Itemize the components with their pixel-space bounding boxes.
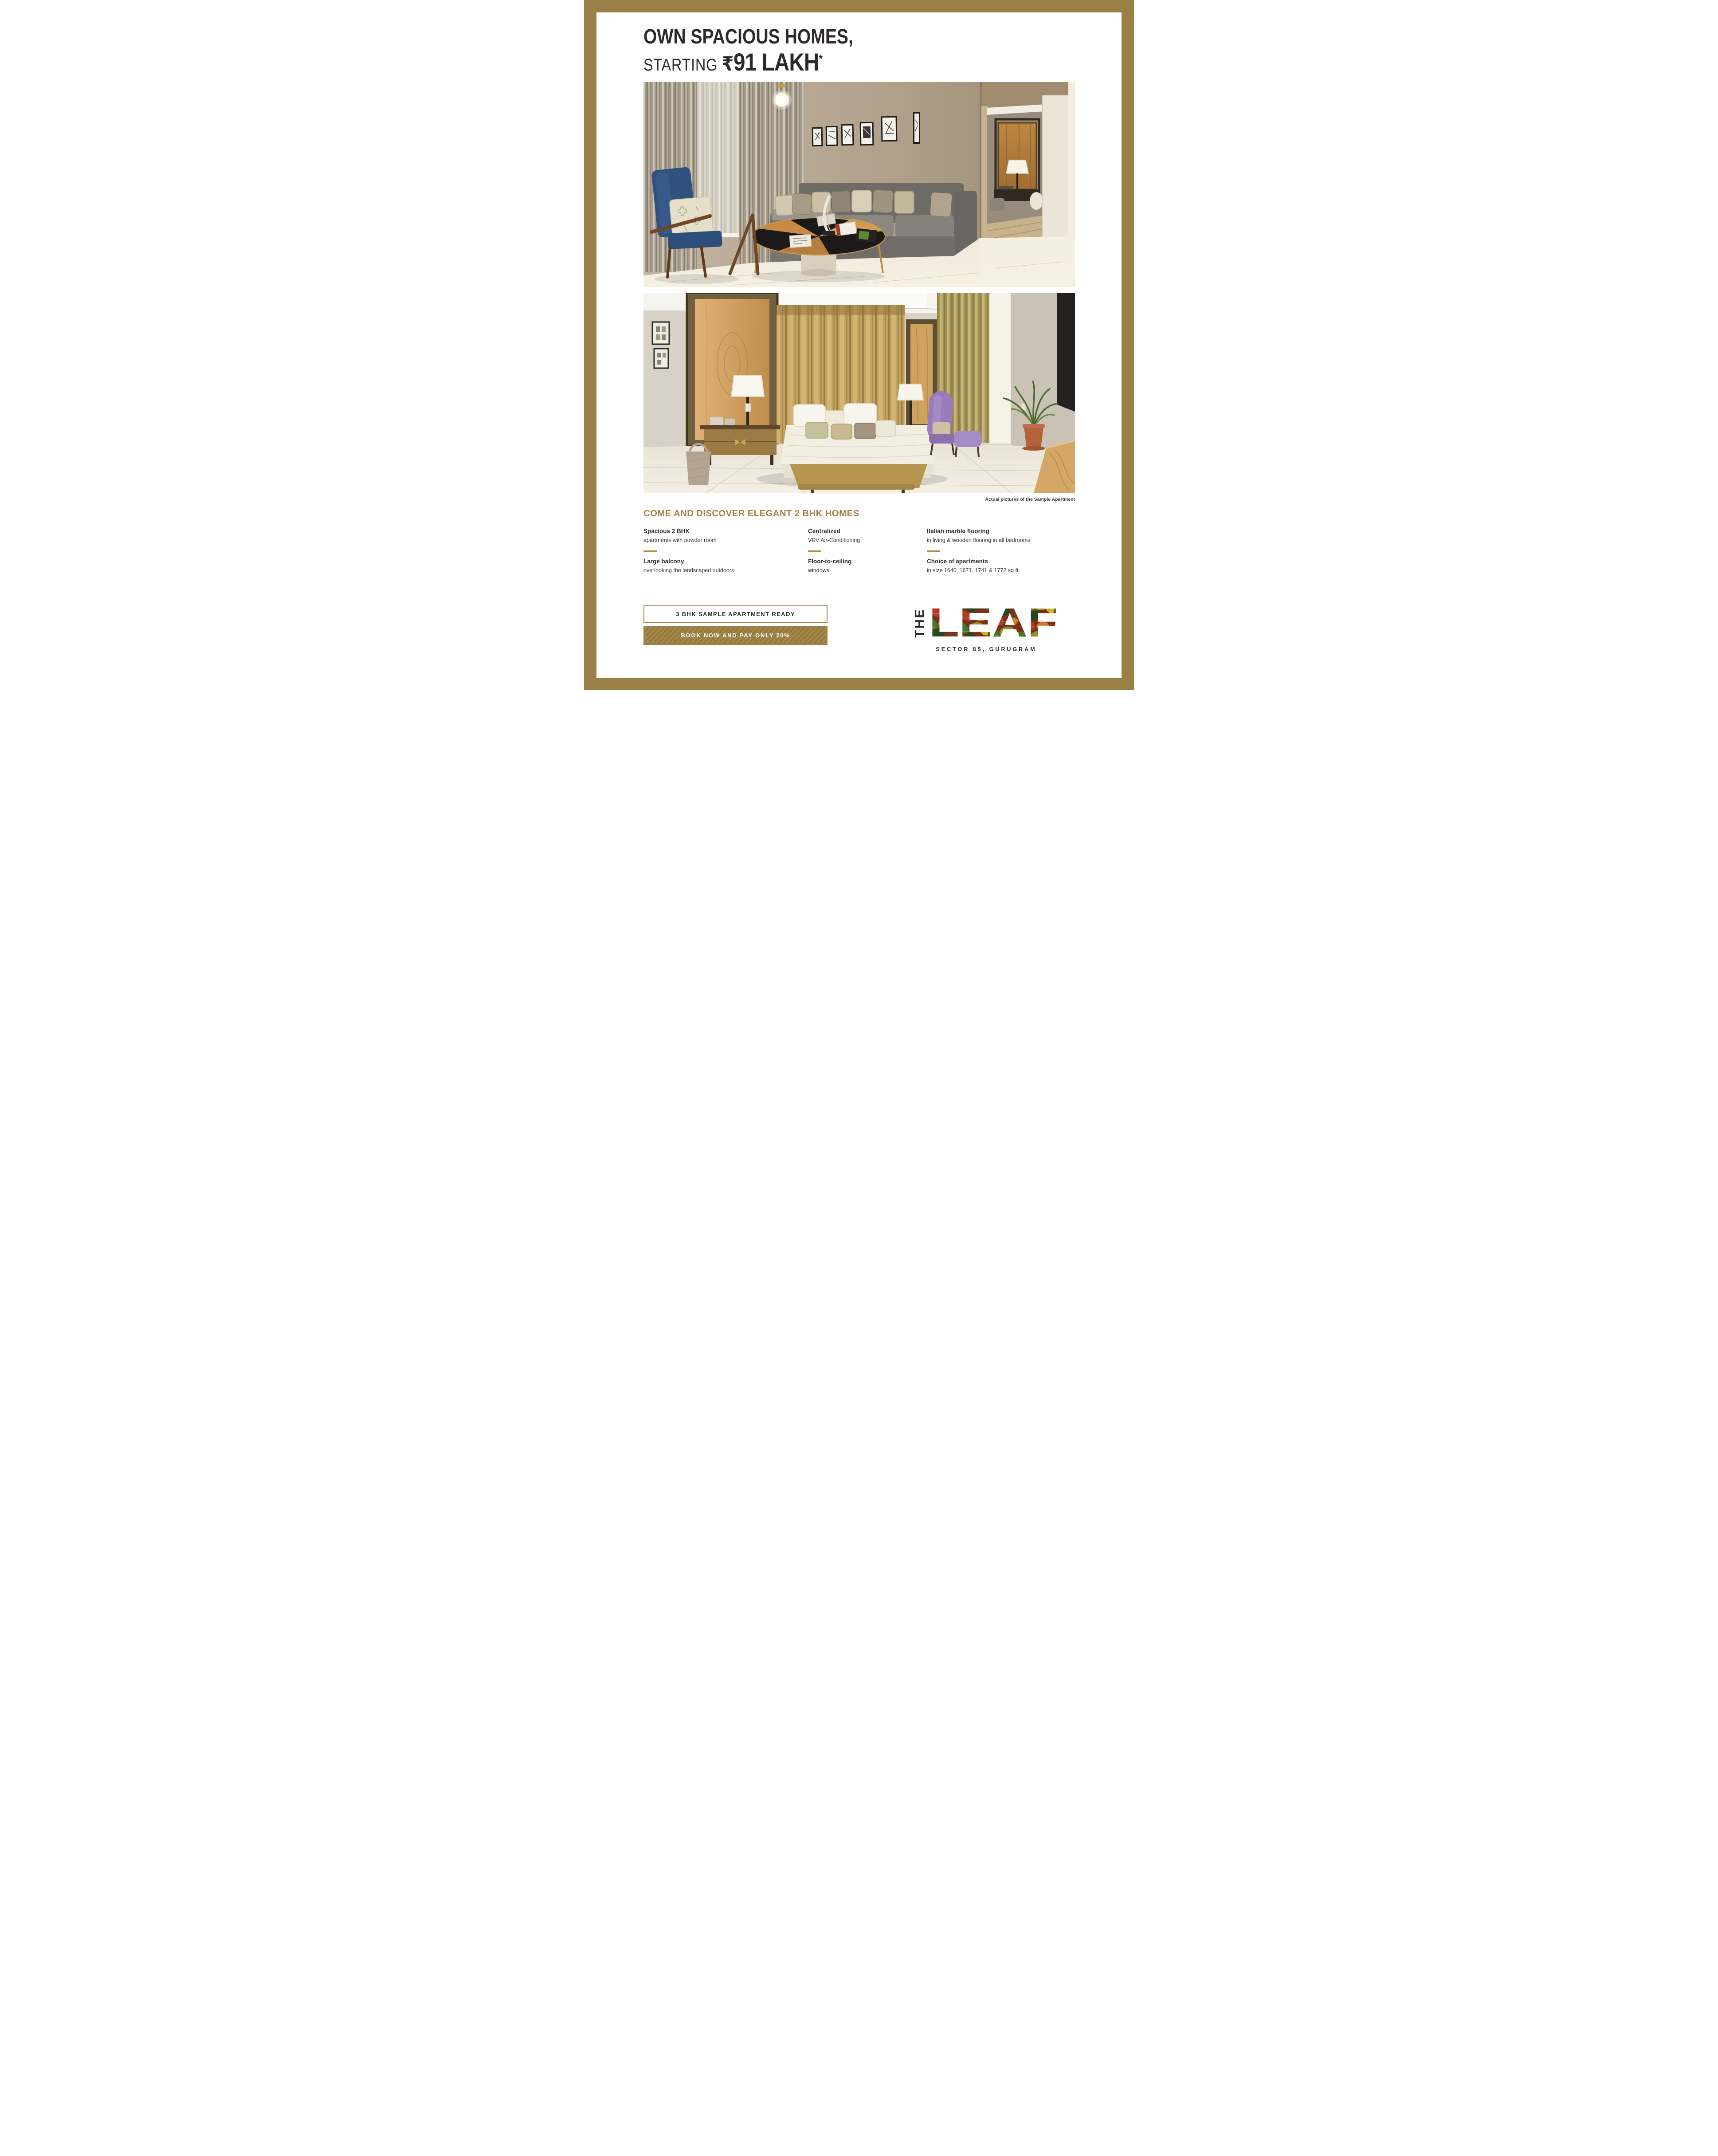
advertisement-page (584, 0, 1134, 690)
feature-title: Italian marble flooring (927, 528, 990, 535)
wardrobe-panel (1057, 293, 1075, 412)
sheer-window (989, 299, 1011, 444)
logo-the: THE (912, 608, 927, 638)
hall-lamp-shade (1006, 160, 1028, 173)
headline (643, 26, 1075, 75)
hall-basket (990, 198, 1004, 211)
living-room-photo (643, 82, 1075, 287)
feature-title: Spacious 2 BHK (643, 528, 690, 535)
feature-subtitle: in size 1640, 1671, 1741 & 1772 sq.ft. (927, 567, 1020, 574)
feature-title: Centralized (808, 528, 840, 535)
headline-price: 91 LAKH (733, 47, 819, 76)
feature-column-3 (927, 528, 1075, 574)
feature-title: Floor-to-ceiling (808, 558, 852, 565)
feature-column-2 (808, 528, 927, 574)
headline-line1: OWN SPACIOUS HOMES, (643, 25, 853, 48)
feature-subtitle: VRV Air-Conditioning (808, 537, 860, 544)
gold-divider (927, 550, 940, 552)
gold-divider (808, 550, 821, 552)
headline-line2 (643, 48, 823, 76)
rupee-symbol: ₹ (722, 52, 733, 75)
headline-starting: STARTING (643, 55, 718, 75)
feature-subtitle: in living & wooden flooring in all bedrooms (927, 537, 1031, 544)
light-switch (745, 404, 751, 412)
logo-leaf-wordmark (929, 605, 1059, 641)
feature-subtitle: windows (808, 567, 829, 574)
feature-title: Large balcony (643, 558, 684, 565)
feature-subtitle: overlooking the landscaped outdoors (643, 567, 734, 574)
sample-ready-button[interactable]: 3 BHK SAMPLE APARTMENT READY (643, 605, 828, 623)
cta-stack (643, 605, 828, 645)
logo-location: SECTOR 85, GURUGRAM (936, 646, 1037, 652)
logo-row (913, 605, 1059, 641)
feature-title: Choice of apartments (927, 558, 988, 565)
living-room-illustration (643, 82, 1075, 287)
purple-ottoman (954, 431, 981, 447)
book-now-button[interactable]: BOOK NOW AND PAY ONLY 20% (643, 626, 828, 645)
section-heading: COME AND DISCOVER ELEGANT 2 BHK HOMES (643, 508, 859, 519)
feature-column-1 (643, 528, 808, 574)
feature-subtitle: apartments with powder room (643, 537, 717, 544)
gold-divider (643, 550, 657, 552)
brand-logo (913, 605, 1059, 652)
bedroom-photo (643, 293, 1075, 493)
bottom-row (643, 605, 1075, 652)
page-content (596, 26, 1122, 652)
svg-text:LEAF: LEAF (929, 605, 1058, 641)
photo-caption: Actual pictures of the Sample Apartment (985, 497, 1075, 503)
price-asterisk: * (819, 51, 823, 65)
bedroom-illustration (643, 293, 1075, 493)
features-grid (643, 528, 1075, 574)
